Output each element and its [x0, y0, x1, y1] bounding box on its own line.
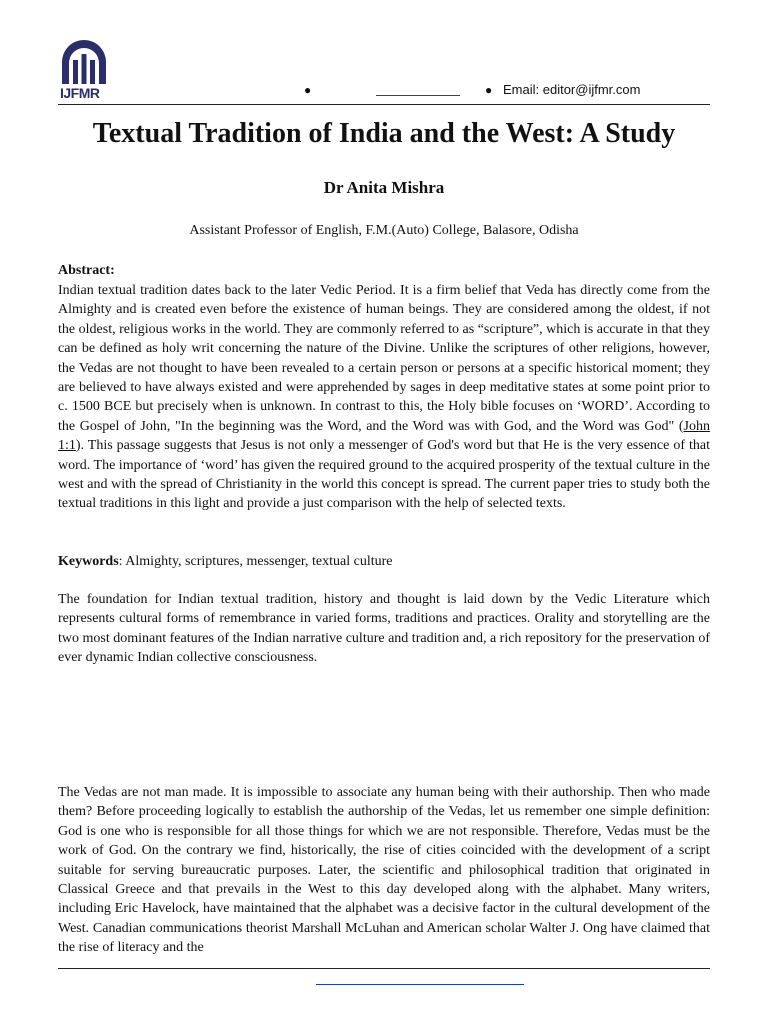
logo-arch-icon: [58, 40, 110, 86]
keywords-line: [58, 552, 710, 571]
abstract-text-cont: ). This passage suggests that Jesus is not only a messenger of God's word but that He is the very essence of that word. The importance of ‘word’ has given the required ground to the acquired prosperity of the textual culture in the west and with the spread of Christianity in the world this concept is spread. The current paper tries to study both the textual traditions in this light and provide a just comparison with the help of selected texts.: [58, 438, 710, 512]
keywords-list: : Almighty, scriptures, messenger, textual culture: [118, 554, 393, 569]
abstract-text: Indian textual tradition dates back to the later Vedic Period. It is a firm belief that Veda has directly come from the Almighty and is created even before the existence of human beings. They are considered among the oldest, if not the oldest, religious works in the world. They are commonly referred to as “scripture”, which is accurate in that they can be defined as holy writ concerning the nature of the Divine. Unlike the scriptures of other religions, however, the Vedas are not thought to have been revealed to a certain person or persons at a specific historical moment; they are believed to have always existed and were apprehended by sages in deep meditative states at some point prior to c. 1500 BCE but precisely when is unknown. In contrast to this, the Holy bible focuses on ‘WORD’. According to the Gospel of John, "In the beginning was the Word, and the Word was with God, and the Word was God" (: [58, 283, 710, 434]
abstract-paragraph: [58, 281, 710, 514]
body-paragraph: The Vedas are not man made. It is impossible to associate any human being with their authorship. Then who made them? Before proceeding logically to establish the authorship of the Vedas, let us remember one simple definition: God is one who is responsible for all those things for which we are not responsible. Therefore, Vedas must be the work of God. On the contrary we find, historically, the rise of cities coincided with the development of a script suitable for serving bureaucratic purposes. Later, the scientific and philosophical tradition that originated in Classical Greece and that prevails in the West to this day developed along with the alphabet. Many writers, including Eric Havelock, have maintained that the alphabet was a decisive factor in the cultural development of the West. Canadian communications theorist Marshall McLuhan and American scholar Walter J. Ong have claimed that the rise of literacy and the: [58, 785, 710, 956]
header-contact: [58, 82, 710, 102]
bible-reference-link[interactable]: John 1:1: [58, 418, 710, 454]
footer-divider: [58, 968, 710, 969]
website-link[interactable]: [376, 95, 460, 96]
logo-text: IJFMR: [60, 85, 100, 101]
author-affiliation: Assistant Professor of English, F.M.(Auto) College, Balasore, Odisha: [189, 223, 579, 238]
abstract-heading: Abstract:: [58, 263, 115, 278]
author-name: Dr Anita Mishra: [323, 178, 445, 197]
paper-title: Textual Tradition of India and the West: A Study: [92, 118, 676, 149]
bullet-icon: ●: [304, 83, 312, 97]
email-text[interactable]: Email: editor@ijfmr.com: [503, 82, 641, 97]
footer-link[interactable]: [316, 984, 524, 985]
bullet-icon: ●: [485, 83, 493, 97]
keywords-label: Keywords: [58, 554, 119, 569]
body-paragraph: The foundation for Indian textual tradition, history and thought is laid down by the Vedic Literature which represents cultural forms of remembrance in varied forms, traditions and practices. Orality and storytelling are the two most dominant features of the Indian narrative culture and tradition and, a rich repository for the preservation of ever dynamic Indian collective consciousness.: [58, 592, 710, 666]
page-header: [58, 40, 710, 105]
